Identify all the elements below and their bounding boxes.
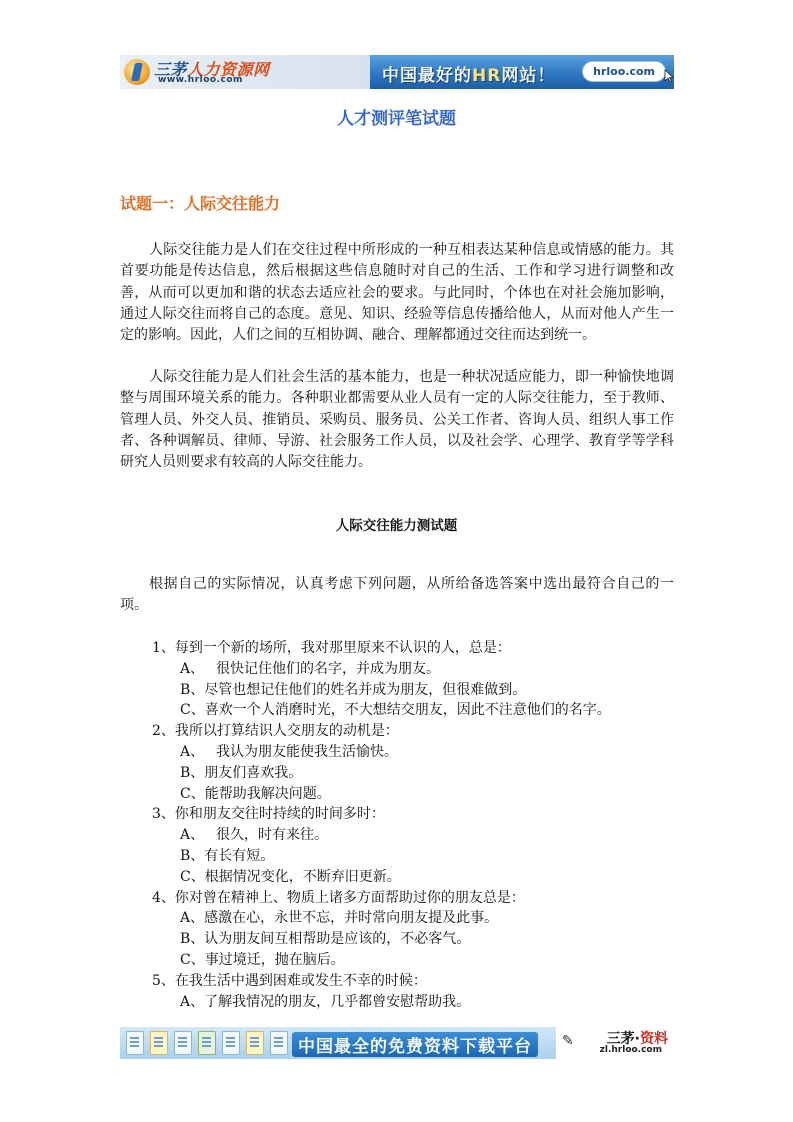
pen-icon: ✎ xyxy=(562,1033,574,1049)
banner-slogan-area[interactable] xyxy=(370,55,674,89)
footer-url: zl.hrloo.com xyxy=(599,1045,662,1055)
folder-icon xyxy=(150,1031,168,1055)
question-4-option-a: A、感激在心，永世不忘，并时常向朋友提及此事。 xyxy=(180,910,499,927)
question-5: 5、在我生活中遇到困难或发生不幸的时候： xyxy=(152,972,427,989)
section-heading: 试题一：人际交往能力 xyxy=(120,194,281,213)
header-banner[interactable] xyxy=(120,55,674,89)
question-2: 2、我所以打算结识人交朋友的动机是： xyxy=(152,723,399,740)
question-5-option-a: A、了解我情况的朋友，几乎都曾安慰帮助我。 xyxy=(180,993,471,1010)
banner-slogan: 中国最好的HR网站！ xyxy=(382,66,556,86)
question-2-option-a: A、 我认为朋友能使我生活愉快。 xyxy=(180,743,398,760)
footer-slogan-area[interactable] xyxy=(120,1027,556,1059)
envelope-icon xyxy=(246,1031,264,1055)
cursor-icon xyxy=(664,69,674,83)
test-instruction: 根据自己的实际情况，认真考虑下列问题，从所给备选答案中选出最符合自己的一项。 xyxy=(120,576,674,614)
question-2-option-c: C、能帮助我解决问题。 xyxy=(180,785,331,802)
banner-brand-area[interactable] xyxy=(120,55,370,89)
banner-brand: 三茅人力资源网 xyxy=(154,60,270,79)
document-icon xyxy=(270,1031,288,1055)
document-icons xyxy=(126,1031,288,1055)
question-4: 4、你对曾在精神上、物质上诸多方面帮助过你的朋友总是： xyxy=(152,889,525,906)
question-1-option-a: A、 很快记住他们的名字，并成为朋友。 xyxy=(180,660,440,677)
question-4-option-c: C、事过境迁，抛在脑后。 xyxy=(180,951,345,968)
logo-icon xyxy=(124,59,150,85)
banner-url: www.hrloo.com xyxy=(158,75,243,85)
footer-brand-area[interactable] xyxy=(556,1027,674,1059)
page-title: 人才测评笔试题 xyxy=(337,109,456,129)
body-paragraph-2: 人际交往能力是人们社会生活的基本能力，也是一种状况适应能力，即一种愉快地调整与周围环境关系的能力。各种职业都需要从业人员有一定的人际交往能力，至于教师、管理人员、外交人员、推销员、采购员、服务员、公关工作者、咨询人员、组织人事工作者、各种调解员、律师、导游、社会服务工作人员，以及社会学、心理学、教育学等学科研究人员则要求有较高的人际交往能力。 xyxy=(120,369,674,471)
test-title: 人际交往能力测试题 xyxy=(335,518,458,534)
question-2-option-b: B、朋友们喜欢我。 xyxy=(180,764,303,781)
question-1: 1、每到一个新的场所，我对那里原来不认识的人，总是： xyxy=(152,640,511,656)
question-3-option-b: B、有长有短。 xyxy=(180,847,275,864)
question-4-option-b: B、认为朋友间互相帮助是应该的，不必客气。 xyxy=(180,931,471,948)
body-paragraph-1: 人际交往能力是人们在交往过程中所形成的一种互相表达某种信息或情感的能力。其首要功能是传达信息，然后根据这些信息随时对自己的生活、工作和学习进行调整和改善，从而可以更加和谐的状态去适应社会的要求。与此同时，个体也在对社会施加影响，通过人际交往而将自己的态度。意见、知识、经验等信息传播给他人，从而对他人产生一定的影响。因此，人们之间的互相协调、融合、理解都通过交往而达到统一。 xyxy=(120,242,674,344)
spreadsheet-icon xyxy=(198,1031,216,1055)
question-1-option-c: C、喜欢一个人消磨时光，不大想结交朋友，因此不注意他们的名字。 xyxy=(180,702,611,719)
document-icon xyxy=(174,1031,192,1055)
footer-banner[interactable] xyxy=(120,1027,674,1059)
document-icon xyxy=(126,1031,144,1055)
question-list xyxy=(152,638,692,1012)
footer-slogan: 中国最全的免费资料下载平台 xyxy=(292,1032,538,1057)
question-3-option-a: A、 很久，时有来往。 xyxy=(180,827,328,844)
document-icon xyxy=(222,1031,240,1055)
question-1-option-b: B、尽管也想记住他们的姓名并成为朋友，但很难做到。 xyxy=(180,681,527,698)
question-3: 3、你和朋友交往时持续的时间多时： xyxy=(152,806,385,823)
footer-brand: 三茅·资料 xyxy=(606,1031,668,1047)
question-3-option-c: C、根据情况变化，不断弃旧更新。 xyxy=(180,868,401,885)
site-link-button[interactable]: hrloo.com xyxy=(582,61,666,82)
